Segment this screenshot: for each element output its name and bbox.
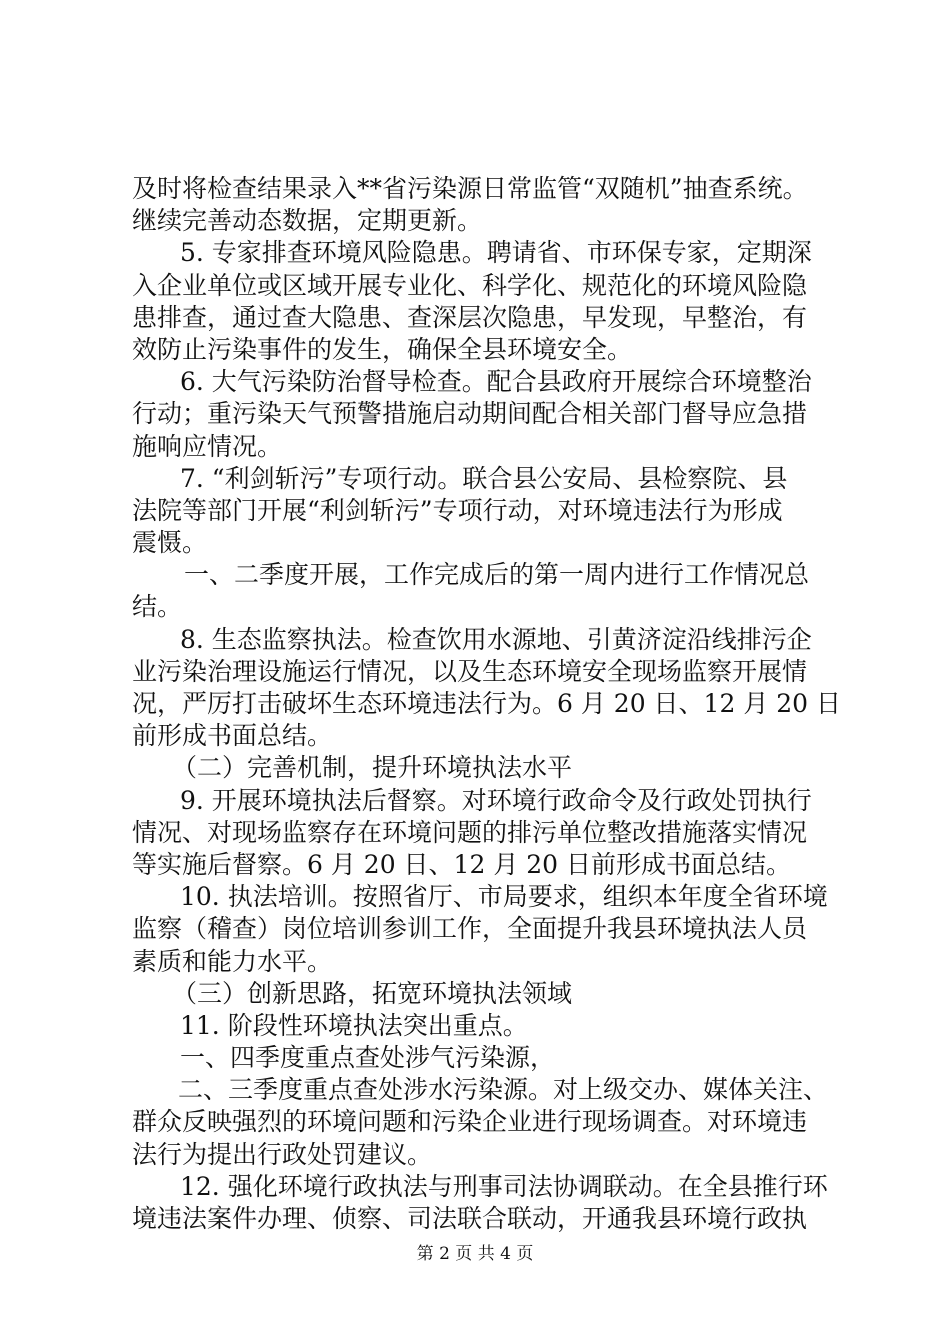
paragraph-line-14: 结。 bbox=[132, 592, 183, 622]
paragraph-line-30: 群众反映强烈的环境问题和污染企业进行现场调查。对环境违 bbox=[132, 1107, 808, 1137]
paragraph-line-23: 10. 执法培训。按照省厅、市局要求，组织本年度全省环境 bbox=[180, 882, 828, 912]
paragraph-line-28: 一、四季度重点查处涉气污染源， bbox=[180, 1043, 556, 1073]
paragraph-line-24: 监察（稽查）岗位培训参训工作，全面提升我县环境执法人员 bbox=[132, 914, 808, 944]
section-heading-2: （二）完善机制，提升环境执法水平 bbox=[172, 753, 573, 783]
paragraph-line-1: 及时将检查结果录入**省污染源日常监管“双随机”抽查系统。 bbox=[132, 174, 808, 203]
paragraph-line-33: 境违法案件办理、侦察、司法联合联动，开通我县环境行政执 bbox=[132, 1204, 808, 1233]
paragraph-line-9: 施响应情况。 bbox=[132, 431, 283, 461]
paragraph-line-10: 7. “利剑斩污”专项行动。联合县公安局、县检察院、县 bbox=[180, 463, 788, 493]
paragraph-line-32: 12. 强化环境行政执法与刑事司法协调联动。在全县推行环 bbox=[180, 1171, 828, 1201]
paragraph-line-12: 震慑。 bbox=[132, 528, 208, 558]
paragraph-line-2: 继续完善动态数据，定期更新。 bbox=[132, 206, 483, 236]
paragraph-line-3: 5. 专家排查环境风险隐患。聘请省、市环保专家，定期深 bbox=[180, 238, 812, 268]
paragraph-line-31: 法行为提出行政处罚建议。 bbox=[132, 1139, 433, 1169]
page-footer: 第 2 页 共 4 页 bbox=[416, 1244, 534, 1264]
paragraph-line-16: 业污染治理设施运行情况，以及生态环境安全现场监察开展情 bbox=[132, 656, 808, 686]
paragraph-line-27: 11. 阶段性环境执法突出重点。 bbox=[180, 1010, 528, 1040]
paragraph-line-8: 行动；重污染天气预警措施启动期间配合相关部门督导应急措 bbox=[132, 399, 808, 429]
section-heading-3: （三）创新思路，拓宽环境执法领域 bbox=[172, 978, 573, 1008]
paragraph-line-15: 8. 生态监察执法。检查饮用水源地、引黄济淀沿线排污企 bbox=[180, 624, 812, 654]
paragraph-line-17: 况，严厉打击破坏生态环境违法行为。6 月 20 日、12 月 20 日 bbox=[132, 689, 842, 718]
paragraph-line-11: 法院等部门开展“利剑斩污”专项行动，对环境违法行为形成 bbox=[132, 495, 783, 525]
paragraph-line-25: 素质和能力水平。 bbox=[132, 946, 333, 976]
paragraph-line-22: 等实施后督察。6 月 20 日、12 月 20 日前形成书面总结。 bbox=[132, 849, 792, 879]
paragraph-line-6: 效防止污染事件的发生，确保全县环境安全。 bbox=[132, 334, 633, 364]
paragraph-line-20: 9. 开展环境执法后督察。对环境行政命令及行政处罚执行 bbox=[180, 785, 812, 815]
paragraph-line-18: 前形成书面总结。 bbox=[132, 721, 333, 751]
paragraph-line-7: 6. 大气污染防治督导检查。配合县政府开展综合环境整治 bbox=[180, 367, 812, 397]
paragraph-line-29: 二、三季度重点查处涉水污染源。对上级交办、媒体关注、 bbox=[178, 1075, 829, 1105]
paragraph-line-13: 一、二季度开展，工作完成后的第一周内进行工作情况总 bbox=[184, 560, 810, 590]
paragraph-line-21: 情况、对现场监察存在环境问题的排污单位整改措施落实情况 bbox=[132, 817, 808, 847]
paragraph-line-5: 患排查，通过查大隐患、查深层次隐患，早发现，早整治，有 bbox=[132, 302, 808, 332]
paragraph-line-4: 入企业单位或区域开展专业化、科学化、规范化的环境风险隐 bbox=[132, 270, 808, 300]
